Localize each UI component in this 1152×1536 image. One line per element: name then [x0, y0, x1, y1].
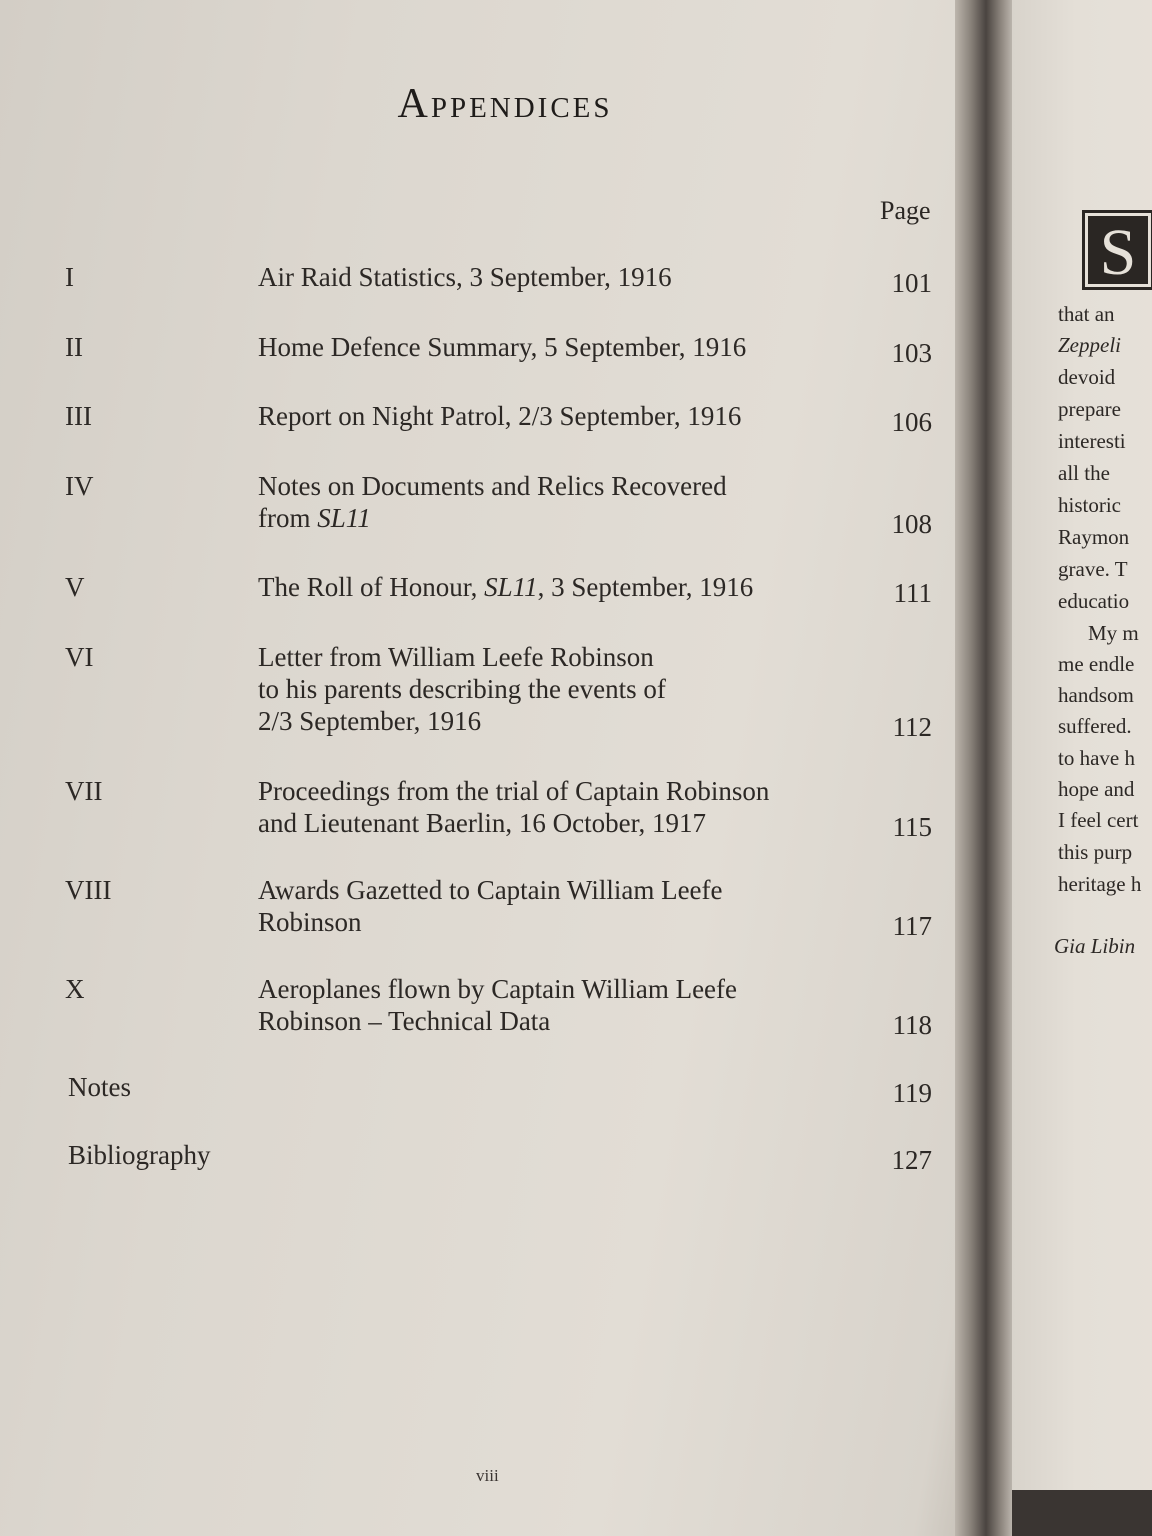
notes-page: 119	[892, 1078, 932, 1108]
appendix-title	[258, 331, 858, 363]
bibliography-page: 127	[891, 1145, 932, 1175]
title-text: Appendices	[397, 81, 613, 127]
page-title	[0, 80, 1010, 128]
facing-text-line: devoid	[1058, 365, 1116, 389]
appendix-page: 103	[891, 338, 932, 368]
appendix-title	[258, 775, 858, 839]
appendix-number: I	[65, 262, 74, 292]
appendix-title	[258, 641, 858, 737]
title-line: Air Raid Statistics, 3 September, 1916	[258, 262, 672, 292]
title-line: Aeroplanes flown by Captain William Leefe	[258, 974, 738, 1004]
appendix-number: VI	[65, 642, 94, 672]
title-line: Awards Gazetted to Captain William Leefe	[258, 875, 723, 905]
appendix-number: VIII	[65, 875, 112, 905]
page-column-header: Page	[880, 196, 931, 225]
title-line: from SL11	[258, 503, 371, 533]
bibliography-label: Bibliography	[68, 1140, 211, 1170]
facing-text-line: historic	[1058, 493, 1121, 517]
title-line: Notes on Documents and Relics Recovered	[258, 471, 727, 501]
title-line: Robinson – Technical Data	[258, 1006, 551, 1036]
appendix-number: III	[65, 401, 92, 431]
appendix-number: V	[65, 572, 85, 602]
page-folio: viii	[476, 1466, 499, 1485]
facing-text-line: My m	[1088, 621, 1139, 645]
appendix-page: 108	[891, 509, 932, 539]
appendix-page: 117	[892, 911, 932, 941]
facing-text-line: I feel cert	[1058, 808, 1139, 832]
appendix-number: X	[65, 974, 85, 1004]
appendix-title	[258, 571, 858, 603]
appendix-page: 111	[893, 578, 932, 608]
appendix-number: II	[65, 332, 83, 362]
appendix-title	[258, 261, 858, 293]
appendix-page: 118	[892, 1010, 932, 1040]
title-line: Home Defence Summary, 5 September, 1916	[258, 332, 747, 362]
appendix-number: IV	[65, 471, 94, 501]
facing-text-line: suffered.	[1058, 714, 1132, 738]
facing-text-line: me endle	[1058, 652, 1135, 676]
facing-text-line: Raymon	[1058, 525, 1130, 549]
facing-text-line: Zeppeli	[1058, 333, 1121, 357]
facing-text-line: interesti	[1058, 429, 1126, 453]
facing-text-line: heritage h	[1058, 872, 1142, 896]
appendix-page: 112	[892, 712, 932, 742]
appendix-title	[258, 973, 858, 1037]
title-line: The Roll of Honour, SL11, 3 September, 1916	[258, 572, 754, 602]
title-line: Letter from William Leefe Robinson	[258, 642, 654, 672]
facing-text-line: hope and	[1058, 777, 1135, 801]
appendix-page: 101	[891, 268, 932, 298]
facing-text-line: that an	[1058, 302, 1115, 326]
book-gutter	[955, 0, 1017, 1536]
title-line: 2/3 September, 1916	[258, 706, 482, 736]
title-line: Report on Night Patrol, 2/3 September, 1916	[258, 401, 742, 431]
appendix-number: VII	[65, 776, 103, 806]
appendix-title	[258, 470, 858, 534]
facing-text-line: this purp	[1058, 840, 1133, 864]
title-line: Robinson	[258, 907, 362, 937]
title-line: Proceedings from the trial of Captain Robinson	[258, 776, 770, 806]
facing-text-line: all the	[1058, 461, 1110, 485]
facing-text-line: to have h	[1058, 746, 1135, 770]
appendix-page: 115	[892, 812, 932, 842]
appendix-page: 106	[891, 407, 932, 437]
airship-designation: SL11	[317, 503, 371, 533]
airship-designation: SL11	[484, 572, 538, 602]
appendix-title	[258, 874, 858, 938]
title-line: and Lieutenant Baerlin, 16 October, 1917	[258, 808, 707, 838]
title-line: to his parents describing the events of	[258, 674, 666, 704]
facing-text-line: prepare	[1058, 397, 1121, 421]
appendix-title	[258, 400, 858, 432]
facing-page-edge	[1012, 1490, 1152, 1536]
drop-cap: S	[1082, 210, 1152, 290]
facing-text-line: grave. T	[1058, 557, 1128, 581]
facing-text-line: educatio	[1058, 589, 1130, 613]
facing-text-line: handsom	[1058, 683, 1134, 707]
notes-label: Notes	[68, 1072, 131, 1102]
facing-signature-line: Gia Libin	[1054, 934, 1136, 958]
